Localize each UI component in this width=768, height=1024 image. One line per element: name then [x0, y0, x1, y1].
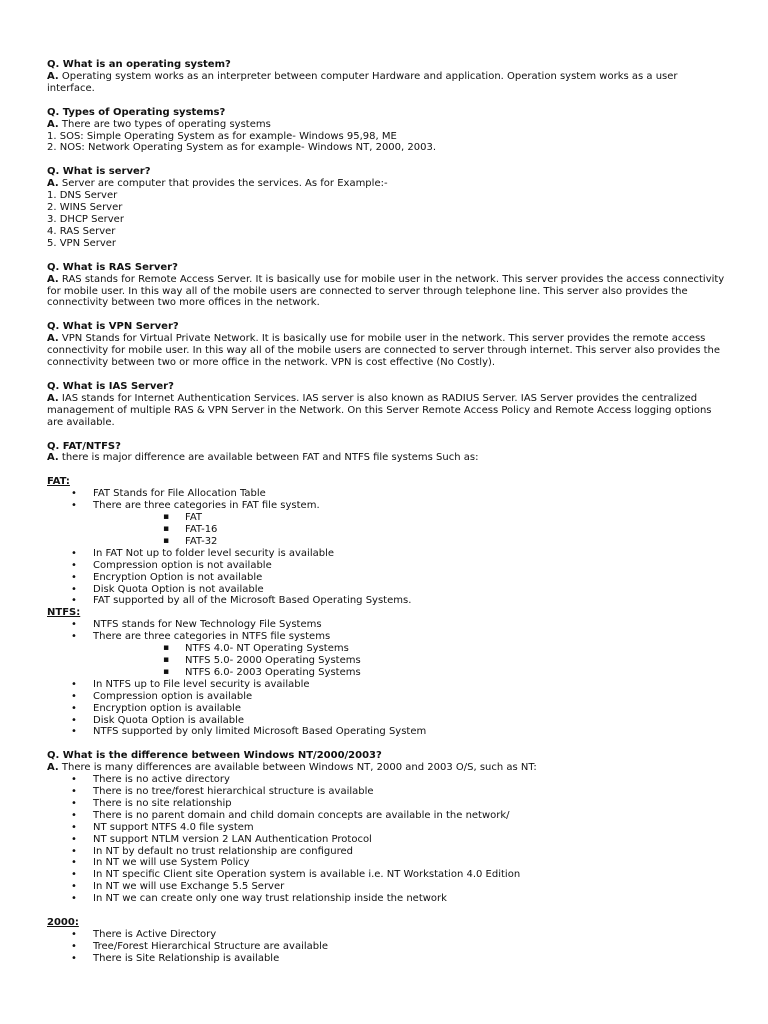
- nt-list: [47, 774, 727, 905]
- answer-ras-server: [47, 274, 727, 310]
- question-fat-ntfs: Q. FAT/NTFS?: [47, 440, 121, 452]
- list-2000: [47, 929, 727, 965]
- list-item: • There are three categories in NTFS file systems: [47, 631, 727, 643]
- answer-label: A.: [47, 762, 59, 774]
- list-line: 1. SOS: Simple Operating System as for example- Windows 95,98, ME: [47, 130, 397, 142]
- answer-operating-system: [47, 71, 727, 95]
- list-item: • FAT supported by all of the Microsoft Based Operating Systems.: [47, 595, 727, 607]
- list-item: • There are three categories in FAT file system.: [47, 500, 727, 512]
- answer-text: IAS stands for Internet Authentication Services. IAS server is also known as RADIUS Server. IAS Server provides the centralized management of multiple RAS & VPN Server in the Network. On this Server Remote Access Policy and Remote Access logging options are available.: [47, 392, 712, 428]
- question-server: Q. What is server?: [47, 166, 151, 178]
- list-item: ▪ FAT-32: [47, 536, 727, 548]
- list-item: • There is no site relationship: [47, 798, 727, 810]
- answer-server: [47, 178, 727, 190]
- list-item: • There is Site Relationship is available: [47, 953, 727, 965]
- question-vpn-server: Q. What is VPN Server?: [47, 321, 179, 333]
- list-item: • In NT specific Client site Operation system is available i.e. NT Workstation 4.0 Edition: [47, 869, 727, 881]
- answer-label: A.: [47, 273, 59, 285]
- section-os-types: [47, 107, 727, 155]
- answer-text: There is many differences are available between Windows NT, 2000 and 2003 O/S, such as NT:: [58, 762, 537, 774]
- section-windows-difference: [47, 750, 727, 964]
- answer-windows-difference: [47, 762, 727, 774]
- answer-label: A.: [47, 333, 59, 345]
- answer-text: Operating system works as an interpreter between computer Hardware and application. Operation system works as a user interface.: [47, 70, 678, 94]
- question-windows-difference: Q. What is the difference between Windows NT/2000/2003?: [47, 750, 382, 762]
- question-ras-server: Q. What is RAS Server?: [47, 261, 178, 273]
- list-item: • There is no active directory: [47, 774, 727, 786]
- ntfs-list-2: [47, 679, 727, 739]
- list-item: • Encryption Option is not available: [47, 572, 727, 584]
- list-item: • In NT by default no trust relationship are configured: [47, 846, 727, 858]
- answer-text: Server are computer that provides the services. As for Example:-: [58, 178, 388, 190]
- list-line: 2. WINS Server: [47, 202, 123, 214]
- list-item: • In FAT Not up to folder level security is available: [47, 548, 727, 560]
- answer-fat-ntfs: [47, 452, 727, 464]
- ntfs-sublist: [47, 643, 727, 679]
- list-item: • In NTFS up to File level security is available: [47, 679, 727, 691]
- question-os-types: Q. Types of Operating systems?: [47, 106, 226, 118]
- section-operating-system: [47, 59, 727, 95]
- fat-list-2: [47, 548, 727, 608]
- list-line: 2. NOS: Network Operating System as for example- Windows NT, 2000, 2003.: [47, 142, 437, 154]
- list-line: 5. VPN Server: [47, 237, 117, 249]
- list-item: • FAT Stands for File Allocation Table: [47, 488, 727, 500]
- list-item: • NT support NTLM version 2 LAN Authentication Protocol: [47, 834, 727, 846]
- answer-vpn-server: [47, 333, 727, 369]
- list-item: • NTFS stands for New Technology File Systems: [47, 619, 727, 631]
- list-line: 4. RAS Server: [47, 225, 116, 237]
- section-server: [47, 166, 727, 249]
- list-item: • Compression option is not available: [47, 560, 727, 572]
- list-item: • Disk Quota Option is not available: [47, 584, 727, 596]
- answer-os-types: [47, 119, 727, 131]
- answer-label: A.: [47, 118, 59, 130]
- list-item: • In NT we can create only one way trust relationship inside the network: [47, 893, 727, 905]
- fat-sublist: [47, 512, 727, 548]
- list-item: • In NT we will use System Policy: [47, 857, 727, 869]
- list-item: • In NT we will use Exchange 5.5 Server: [47, 881, 727, 893]
- question-operating-system: Q. What is an operating system?: [47, 59, 231, 70]
- list-item: • Tree/Forest Hierarchical Structure are available: [47, 941, 727, 953]
- list-item: • Disk Quota Option is available: [47, 715, 727, 727]
- question-ias-server: Q. What is IAS Server?: [47, 380, 174, 392]
- list-item: • NT support NTFS 4.0 file system: [47, 822, 727, 834]
- answer-label: A.: [47, 392, 59, 404]
- list-item: ▪ FAT: [47, 512, 727, 524]
- section-ias-server: [47, 381, 727, 429]
- section-vpn-server: [47, 321, 727, 369]
- document-page: [47, 59, 727, 977]
- answer-label: A.: [47, 178, 59, 190]
- list-line: 3. DHCP Server: [47, 213, 124, 225]
- list-item: • There is no tree/forest hierarchical structure is available: [47, 786, 727, 798]
- answer-label: A.: [47, 452, 59, 464]
- list-item: • Compression option is available: [47, 691, 727, 703]
- heading-2000: 2000:: [47, 917, 79, 929]
- fat-list: [47, 488, 727, 512]
- answer-ias-server: [47, 393, 727, 429]
- fat-heading: FAT:: [47, 476, 70, 488]
- list-item: ▪ NTFS 6.0- 2003 Operating Systems: [47, 667, 727, 679]
- list-item: • NTFS supported by only limited Microsoft Based Operating System: [47, 726, 727, 738]
- answer-text: RAS stands for Remote Access Server. It is basically use for mobile user in the network. This server provides the access connectivity for mobile user. In this way all of the mobile users are connected to server through telephone line. This server also provides the connectivity between two more offices in the network.: [47, 273, 725, 309]
- answer-text: There are two types of operating systems: [58, 118, 271, 130]
- answer-text: VPN Stands for Virtual Private Network. It is basically use for mobile user in the network. This server provides the remote access connectivity for mobile user. In this way all of the mobile users are connected to server through internet. This server also provides the connectivity between two or more office in the network. VPN is cost effective (No Costly).: [47, 333, 721, 369]
- list-item: ▪ FAT-16: [47, 524, 727, 536]
- list-item: ▪ NTFS 5.0- 2000 Operating Systems: [47, 655, 727, 667]
- list-line: 1. DNS Server: [47, 190, 118, 202]
- ntfs-list: [47, 619, 727, 643]
- section-ras-server: [47, 262, 727, 310]
- list-item: • There is Active Directory: [47, 929, 727, 941]
- section-fat-ntfs: [47, 441, 727, 739]
- answer-text: there is major difference are available between FAT and NTFS file systems Such as:: [58, 452, 479, 464]
- list-item: • Encryption option is available: [47, 703, 727, 715]
- list-item: • There is no parent domain and child domain concepts are available in the network/: [47, 810, 727, 822]
- list-item: ▪ NTFS 4.0- NT Operating Systems: [47, 643, 727, 655]
- ntfs-heading: NTFS:: [47, 607, 81, 619]
- answer-label: A.: [47, 70, 59, 82]
